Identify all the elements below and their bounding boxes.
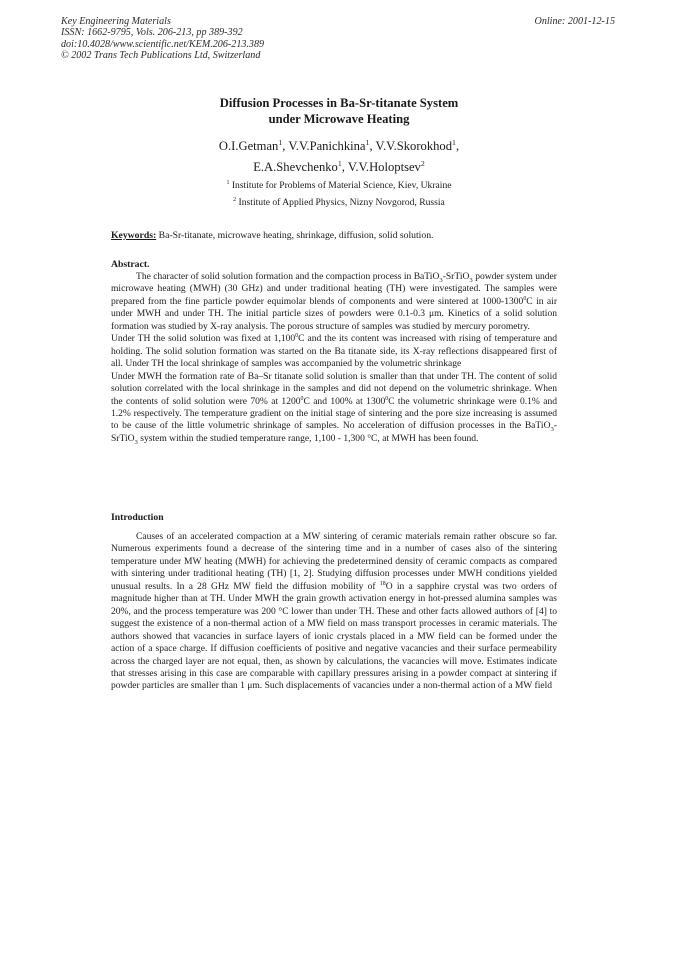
copyright-line: © 2002 Trans Tech Publications Ltd, Switzerland — [61, 50, 261, 62]
abstract-paragraph-1: The character of solid solution formation and the compaction process in BaTiO$_3$-SrTiO$_3$ powder system under microwave heating (MWH) (30 GHz) and under traditional heating (TH) were investigated. The samples were prepared from the fine particle powder equimolar blends of components and were sintered at 1000-1300$^0$C in air under MWH and under TH. The initial particle sizes of powders were 0.1-0.3 μm. Kinetics of a solid solution formation was studied by X-ray analysis. The porous structure of samples was studied by mercury porometry. — [111, 271, 557, 332]
affiliation-mark: 1 — [365, 137, 370, 147]
online-date: Online: 2001-12-15 — [534, 16, 615, 27]
introduction-heading: Introduction — [111, 512, 164, 523]
keywords-label: Keywords: — [111, 230, 157, 241]
author-line-1: O.I.Getman$^1$, V.V.Panichkina$^1$, V.V.Skorokhod$^1$, — [218, 137, 460, 153]
title-line-1: Diffusion Processes in Ba-Sr-titanate System — [219, 96, 459, 110]
keywords-text: Ba-Sr-titanate, microwave heating, shrinkage, diffusion, solid solution. — [158, 230, 434, 241]
introduction-body — [111, 531, 557, 693]
affiliation-mark: 2 — [420, 158, 425, 168]
affiliation-mark: 1 — [337, 158, 342, 168]
abstract-heading: Abstract. — [111, 259, 150, 270]
abstract-body — [111, 271, 557, 445]
author-name: E.A.Shevchenko — [253, 160, 338, 174]
author-name: V.V.Holoptsev — [347, 160, 421, 174]
keywords — [111, 230, 561, 242]
affiliation-mark: 1 — [278, 137, 283, 147]
doi-line: doi:10.4028/www.scientific.net/KEM.206-213.389 — [61, 38, 265, 50]
title-line-2: under Microwave Heating — [268, 111, 410, 126]
author-name: V.V.Skorokhod — [375, 139, 453, 153]
introduction-paragraph-1: Causes of an accelerated compaction at a MW sintering of ceramic materials remain rather obscure so far. Numerous experiments found a decrease of the sintering time and in a number of cases also of the sintering temperature under MW heating (MWH) for achieving the predetermined density of ceramic compacts as compared with sintering under traditional heating (TH) [1, 2]. Studying diffusion processes under MWH conditions yielded unusual results. In a 28 GHz MW field the diffusion mobility of $^{18}$O in a sapphire crystal was two orders of magnitude higher than at TH. Under MWH the grain growth activation energy in hot-pressed alumina samples was 20%, and the process temperature was 200 °C lower than under TH. These and other facts allowed authors of [4] to suggest the existence of a non-thermal action of a MW field on mass transport processes in ceramic materials. The authors showed that vacancies in surface layers of ionic crystals placed in a MW field can be formed under the action of a space charge. If diffusion coefficients of positive and negative vacancies and their surface permeability across the charged layer are not equal, then, as shown by calculations, the vacancies will move. Estimates indicate that stresses arising in this case are comparable with capillary pressures arising in a powder compact at sintering if powder particles are smaller than 1 μm. Such displacements of vacancies under a non-thermal action of a MW field — [111, 531, 558, 692]
issn-line: ISSN: 1662-9795, Vols. 206-213, pp 389-392 — [61, 27, 243, 39]
author-name: V.V.Panichkina — [288, 139, 366, 153]
author-line-2: E.A.Shevchenko$^1$, V.V.Holoptsev$^2$ — [253, 158, 425, 174]
affiliation-list — [0, 178, 678, 211]
paper-title — [0, 96, 678, 127]
author-name: O.I.Getman — [218, 139, 279, 153]
abstract-paragraph-2: Under TH the solid solution was fixed at 1,100$^0$C and the its content was increased with rising of temperature and holding. The solid solution formation was started on the Ba titanate side, its X-ray reflections disappeared first of all. Under TH the local shrinkage of samples was accompanied by the volumetric shrinkage — [111, 333, 557, 370]
affiliation-1: $^1$ Institute for Problems of Material Science, Kiev, Ukraine — [226, 179, 452, 191]
journal-header — [61, 16, 264, 62]
affiliation-mark: 1 — [452, 137, 456, 147]
journal-name: Key Engineering Materials — [61, 16, 171, 27]
abstract-paragraph-3: Under MWH the formation rate of Ba–Sr titanate solid solution is smaller than that under TH. The content of solid solution correlated with the local shrinkage in the samples and did not depend on the volumetric shrinkage. When the contents of solid solution were 70% at 1200$^0$C and 100% at 1300$^0$C the volumetric shrinkage were 0.1% and 1.2% respectively. The temperature gradient on the initial stage of sintering and the pore size increasing is assumed to be cause of the little volumetric shrinkage of samples. No acceleration of diffusion processes in the BaTiO$_3$-SrTiO$_3$ system within the studied temperature range, 1,100 - 1,300 °C, at MWH has been found. — [111, 370, 557, 446]
author-list — [0, 136, 678, 178]
affiliation-2: $^2$ Institute of Applied Physics, Nizny Novgorod, Russia — [233, 196, 445, 208]
